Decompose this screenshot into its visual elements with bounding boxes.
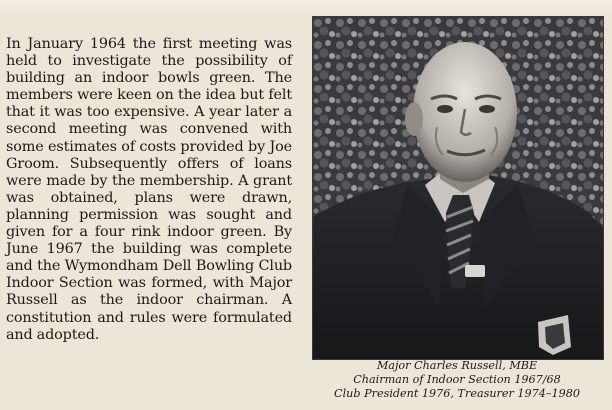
caption-line-chairman: Chairman of Indoor Section 1967/68 (353, 373, 561, 386)
article-paragraph: In January 1964 the first meeting was held to investigate the possibility of building an indoor bowls green. The members were keen on the idea but felt that it was too expensive. A year later a second meeting was convened with some estimates of costs provided by Joe Groom. Subsequently offers of loans were made by the membership. A grant was obtained, plans were drawn, planning permission was sought and given for a four rink indoor green. By June 1967 the building was complete and the Wymondham Dell Bowling Club Indoor Section was formed, with Major Russell as the indoor chairman. A constitution and rules were formulated and adopted. (6, 36, 292, 343)
caption-line-president: Club President 1976, Treasurer 1974–1980 (334, 387, 580, 400)
photo-caption (312, 359, 602, 401)
caption-line-name: Major Charles Russell, MBE (376, 359, 538, 372)
page-top-edge (0, 0, 612, 14)
portrait-photo (312, 16, 604, 360)
article-text-column (6, 36, 292, 344)
portrait-photo-graphic (313, 17, 603, 359)
